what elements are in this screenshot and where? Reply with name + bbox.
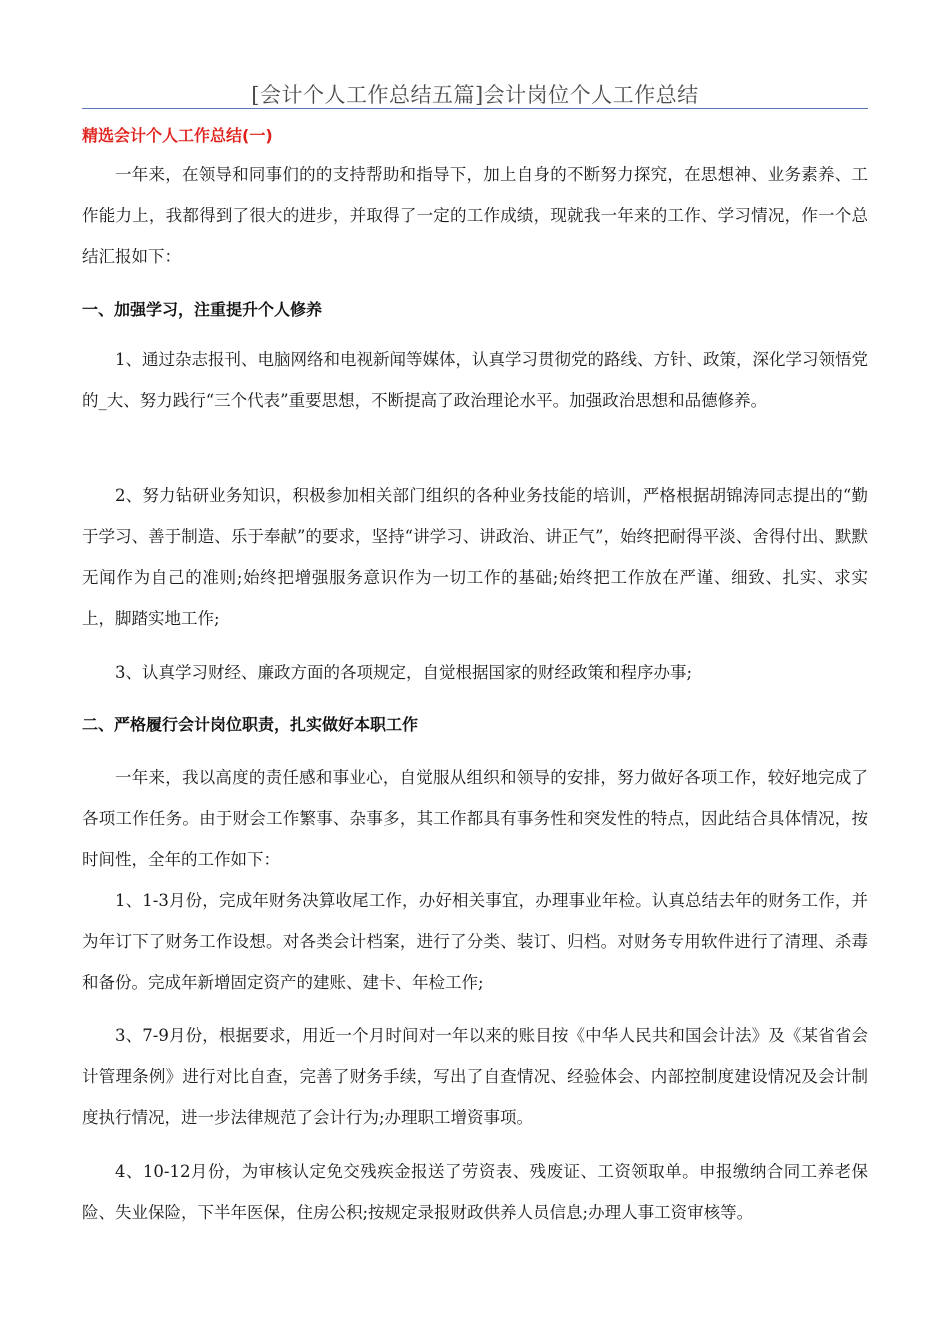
document-title: [会计个人工作总结五篇]会计岗位个人工作总结 [251,83,699,107]
part2-heading: 二、严格履行会计岗位职责，扎实做好本职工作 [82,715,419,734]
intro-paragraph: 一年来，在领导和同事们的的支持帮助和指导下，加上自身的不断努力探究，在思想神、业务素养、工作能力上，我都得到了很大的进步，并取得了一定的工作成绩，现就我一年来的工作、学习情况，作一个总结汇报如下： [82,165,868,266]
part2-item-1: 1、1-3月份，完成年财务决算收尾工作，办好相关事宜，办理事业年检。认真总结去年的财务工作，并为年订下了财务工作设想。对各类会计档案，进行了分类、装订、归档。对财务专用软件进行了清理、杀毒和备份。完成年新增固定资产的建账、建卡、年检工作; [82,891,868,992]
part2-item-4: 4、10-12月份，为审核认定免交残疾金报送了劳资表、残废证、工资领取单。申报缴纳合同工养老保险、失业保险，下半年医保，住房公积;按规定录报财政供养人员信息;办理人事工资审核等。 [82,1162,868,1222]
part2-item-3: 3、7-9月份，根据要求，用近一个月时间对一年以来的账目按《中华人民共和国会计法》及《某省省会计管理条例》进行对比自查，完善了财务手续，写出了自查情况、经验体会、内部控制度建设情况及会计制度执行情况，进一步法律规范了会计行为;办理职工增资事项。 [82,1026,868,1127]
part1-item-1: 1、通过杂志报刊、电脑网络和电视新闻等媒体，认真学习贯彻党的路线、方针、政策，深化学习领悟党的_大、努力践行“三个代表”重要思想，不断提高了政治理论水平。加强政治思想和品德修养。 [82,350,868,410]
title-underline [82,108,868,109]
part1-heading: 一、加强学习，注重提升个人修养 [82,300,323,319]
part1-item-2: 2、努力钻研业务知识，积极参加相关部门组织的各种业务技能的培训，严格根据胡锦涛同志提出的“勤于学习、善于制造、乐于奉献”的要求，坚持“讲学习、讲政治、讲正气”，始终把耐得平淡、舍得付出、默默无闻作为自己的准则;始终把增强服务意识作为一切工作的基础;始终把工作放在严谨、细致、扎实、求实上，脚踏实地工作; [82,486,868,628]
part2-intro-paragraph: 一年来，我以高度的责任感和事业心，自觉服从组织和领导的安排，努力做好各项工作，较好地完成了各项工作任务。由于财会工作繁事、杂事多，其工作都具有事务性和突发性的特点，因此结合具体情况，按时间性，全年的工作如下： [82,768,868,869]
part1-item-3: 3、认真学习财经、廉政方面的各项规定，自觉根据国家的财经政策和程序办事; [115,663,693,682]
section-heading: 精选会计个人工作总结(一) [82,126,273,145]
